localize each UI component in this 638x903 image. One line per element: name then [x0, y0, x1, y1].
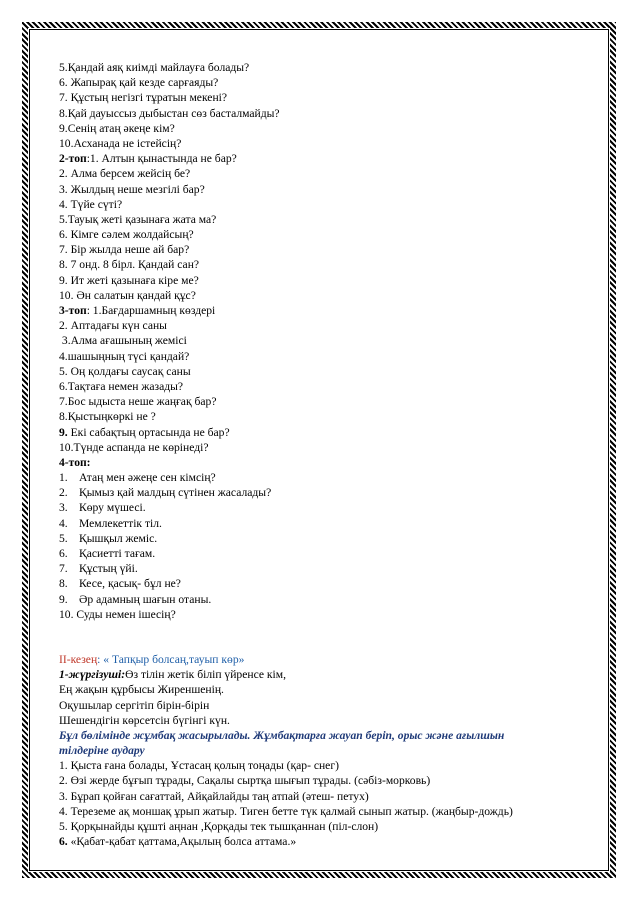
group-2-heading [59, 151, 594, 166]
question-line: 7. Бір жылда неше ай бар? [59, 243, 190, 257]
item-text: Мемлекеттік тіл. [79, 516, 162, 530]
riddle-line: 5. Қорқынайды құшті аңнан ,Қорқады тек тышқаннан (піл-слон) [59, 820, 379, 833]
question-line: 2. Аптадағы күн саны [59, 319, 167, 333]
item-text: Атаң мен әжеңе сен кімсің? [79, 471, 216, 485]
question-line: 3.Алма ағашының жемісі [59, 334, 187, 348]
group-label: 3-топ [59, 304, 87, 317]
item-text: Көру мүшесі. [79, 501, 146, 515]
question-number: 9. [59, 425, 68, 439]
item-number: 4. [59, 516, 68, 530]
numbered-item [59, 516, 594, 531]
item-number: 5. [59, 531, 68, 545]
question-line: 7. Құстың негізгі тұратын мекені? [59, 91, 228, 105]
riddle-line: 4. Тереземе ақ моншақ ұрып жатыр. Тиген бетте түк қалмай сынып жатыр. (жаңбыр-дождь) [59, 804, 513, 818]
presenter-text: Өз тілін жетік біліп үйренсе кім, [125, 668, 286, 682]
item-text: Қымыз қай малдың сүтінен жасалады? [79, 486, 272, 500]
question-line: 6. Жапырақ қай кезде сарғаяды? [59, 76, 219, 90]
numbered-item [59, 592, 594, 607]
riddle-text: «Қабат-қабат қаттама,Ақылың болса аттама.» [67, 835, 297, 849]
item-text: Құстың үйі. [79, 562, 138, 576]
item-number: 3. [59, 501, 68, 515]
item-text: Қышқыл жеміс. [79, 531, 158, 545]
question-text: Екі сабақтың ортасында не бар? [67, 425, 230, 439]
group-4-heading: 4-топ: [59, 455, 91, 469]
numbered-item [59, 470, 594, 485]
question-line: 8.Қай дауыссыз дыбыстан сөз басталмайды? [59, 106, 280, 120]
numbered-item [59, 576, 594, 591]
question-line: 4. Түйе сүті? [59, 197, 123, 211]
group-3-heading [59, 303, 594, 318]
numbered-item [59, 546, 594, 561]
item-number: 9. [59, 592, 68, 606]
item-text: Әр адамның шағын отаны. [79, 592, 212, 606]
question-line: 5. Оң қолдағы саусақ саны [59, 364, 191, 378]
question-line: 8.Қыстыңкөркі не ? [59, 410, 156, 424]
question-line: 10. Ән салатын қандай құс? [59, 288, 196, 302]
question-text: :1. Алтын қынастында не бар? [86, 152, 237, 166]
question-line: 5.Тауық жеті қазынаға жата ма? [59, 212, 217, 226]
item-text: Қасиетті тағам. [79, 547, 156, 560]
question-line [59, 425, 594, 440]
instruction-line: Бұл бөлімінде жұмбақ жасырылады. Жұмбақтарға жауап беріп, орыс және ағылшын [59, 728, 505, 742]
numbered-item [59, 531, 594, 546]
stage-2-heading [59, 652, 594, 667]
riddle-number: 6. [59, 835, 68, 849]
item-number: 8. [59, 577, 68, 591]
riddle-line: 3. Бұрап қойған сағаттай, Айқайлайды таң атпай (әтеш- петух) [59, 789, 369, 803]
question-line: 10.Түнде аспанда не көрінеді? [59, 440, 209, 454]
numbered-item [59, 500, 594, 515]
item-number: 1. [59, 471, 68, 485]
group-label: 2-топ [59, 152, 87, 166]
question-line: 8. 7 онд. 8 бірл. Қандай сан? [59, 258, 200, 272]
question-line: 3. Жылдың неше мезгілі бар? [59, 182, 205, 196]
presenter-line [59, 667, 594, 682]
poem-line: Оқушылар сергітіп бірін-бірін [59, 698, 210, 712]
question-text: : 1.Бағдаршамның көздері [86, 304, 216, 317]
numbered-item [59, 485, 594, 500]
question-line: 4.шашыңның түсі қандай? [59, 349, 190, 363]
item-number: 7. [59, 562, 68, 576]
document-body [59, 60, 594, 849]
numbered-item [59, 561, 594, 576]
poem-line: Ең жақын құрбысы Жиреншенің. [59, 683, 224, 697]
question-line: 5.Қандай аяқ киімді майлауға болады? [59, 61, 250, 74]
question-line: 9.Сенің атаң әкеңе кім? [59, 121, 175, 135]
instruction-line: тілдеріне аудару [59, 744, 145, 758]
item-number: 2. [59, 486, 68, 500]
item-number: 6. [59, 547, 68, 560]
poem-line: Шешендігін көрсетсін бүгінгі күн. [59, 713, 230, 727]
stage-label: ІІ-кезең [59, 652, 98, 666]
stage-title: : « Тапқыр болсаң,тауып көр» [97, 652, 245, 666]
riddle-line: 1. Қыста ғана болады, Ұстасаң қолың тоңады (қар- снег) [59, 759, 339, 773]
numbered-item: 10. Суды немен ішесің? [59, 607, 176, 621]
question-line: 7.Бос ыдыста неше жаңғақ бар? [59, 395, 217, 409]
riddle-line: 2. Өзі жерде бұғып тұрады, Сақалы сыртқа шығып тұрады. (сәбіз-морковь) [59, 774, 431, 788]
question-line: 9. Ит жеті қазынаға кіре ме? [59, 273, 199, 287]
section-gap [59, 622, 594, 652]
presenter-label: 1-жүргізуші: [59, 668, 126, 682]
question-line: 6. Кімге сәлем жолдайсың? [59, 228, 194, 242]
riddle-line [59, 834, 594, 849]
question-line: 10.Асханада не істейсің? [59, 136, 182, 150]
question-line: 2. Алма берсем жейсің бе? [59, 167, 191, 181]
question-line: 6.Тақтаға немен жазады? [59, 379, 184, 393]
item-text: Кесе, қасық- бұл не? [79, 577, 181, 591]
